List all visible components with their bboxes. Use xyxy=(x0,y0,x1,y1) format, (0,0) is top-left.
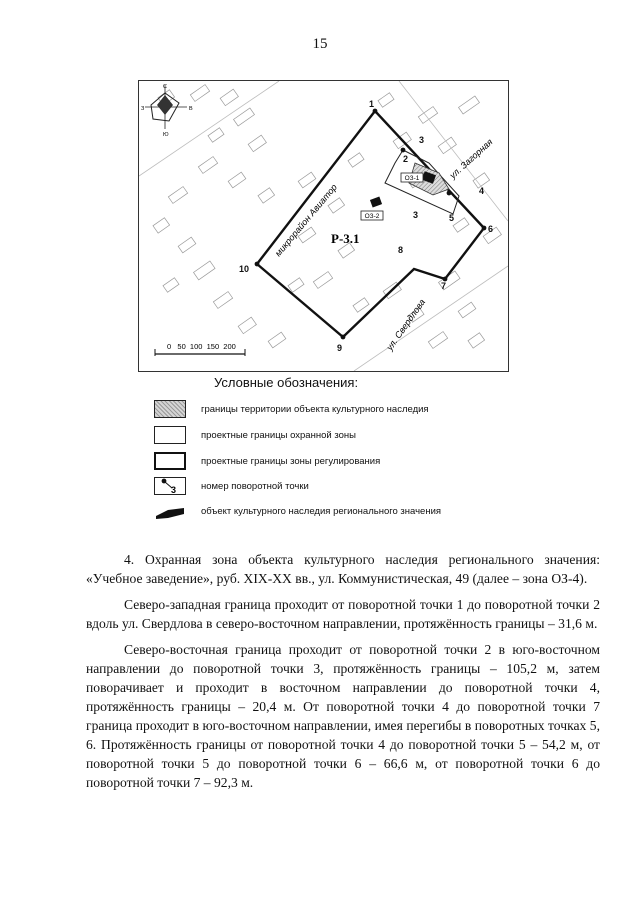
legend-title: Условные обозначения: xyxy=(214,375,359,390)
zone-label: Р-3.1 xyxy=(331,231,360,246)
svg-text:З: З xyxy=(141,106,145,112)
legend-item-regulation-zone xyxy=(154,450,380,472)
street-label-sverdlova: ул. Свердлова xyxy=(384,297,428,353)
svg-text:С: С xyxy=(163,84,167,90)
svg-text:ОЗ-2: ОЗ-2 xyxy=(364,213,380,220)
legend-item-protection-zone xyxy=(154,424,356,446)
body-text xyxy=(86,550,600,799)
legend-symbol-point xyxy=(154,477,186,495)
street-label-aviator: микрорайон Авиатор xyxy=(272,182,340,259)
svg-text:2: 2 xyxy=(403,154,409,164)
svg-text:8: 8 xyxy=(398,245,404,255)
map-svg xyxy=(139,81,508,371)
paragraph-northwest-border: Северо-западная граница проходит от поворотной точки 1 до поворотной точки 2 вдоль ул. Свердлова в северо-восточном направлении, протяжённость границы – 31,6 м. xyxy=(86,597,600,631)
paragraph-zone-oz4: 4. Охранная зона объекта культурного наследия регионального значения: «Учебное заведение», руб. XIX-XX вв., ул. Коммунистическая, 49 (далее – зона ОЗ-4). xyxy=(86,552,600,586)
svg-text:3: 3 xyxy=(413,210,419,220)
svg-text:7: 7 xyxy=(441,281,447,291)
map-figure xyxy=(138,80,509,372)
svg-text:10: 10 xyxy=(239,264,250,274)
paragraph-northeast-border: Северо-восточная граница проходит от поворотной точки 2 в юго-восточном направлении до поворотной точки 3, протяжённость границы – 105,2 м, затем поворачивает и проходит в восточном направлении до поворотной точки 4, протяжённость границы – 20,4 м. От поворотной точки 4 до поворотной точки 7 граница проходит в юго-восточном направлении, имея перегибы в поворотных точках 5, 6. Протяжённость границы от поворотной точки 4 до поворотной точки 5 – 54,2 м, от поворотной точки 5 до поворотной точки 6 – 66,6 м, от поворотной точки 6 до поворотной точки 7 – 92,3 м. xyxy=(86,642,600,790)
svg-text:6: 6 xyxy=(488,224,494,234)
scale-bar xyxy=(155,342,245,356)
svg-text:1: 1 xyxy=(369,99,375,109)
regulation-zone-boundary xyxy=(257,111,484,337)
svg-text:5: 5 xyxy=(449,213,455,223)
svg-text:9: 9 xyxy=(337,343,343,353)
legend-symbol-hatched xyxy=(154,400,186,418)
street-label-zagornaya: ул. Загорная xyxy=(447,136,495,181)
legend-label: проектные границы зоны регулирования xyxy=(201,455,381,467)
page-number: 15 xyxy=(312,36,328,52)
legend-label: границы территории объекта культурного наследия xyxy=(201,403,429,415)
compass-icon xyxy=(141,84,193,138)
svg-text:4: 4 xyxy=(479,186,485,196)
zone-tag-oz2 xyxy=(361,211,383,220)
svg-text:3: 3 xyxy=(171,485,177,495)
legend-symbol-thick-box xyxy=(154,452,186,470)
street-lines xyxy=(139,81,508,371)
legend-label: номер поворотной точки xyxy=(201,480,309,492)
legend-item-heritage-territory xyxy=(154,398,429,420)
legend-label: объект культурного наследия регионального значения xyxy=(201,505,442,517)
svg-text:ОЗ-1: ОЗ-1 xyxy=(404,175,420,182)
legend-label: проектные границы охранной зоны xyxy=(201,429,356,441)
heritage-object-2 xyxy=(370,197,382,208)
legend-symbol-thin-box xyxy=(154,426,186,444)
zone-tag-oz1 xyxy=(401,173,423,182)
legend-item-heritage-object xyxy=(154,500,441,522)
legend-item-point-number xyxy=(154,475,309,497)
legend-symbol-black-block xyxy=(154,502,186,520)
svg-text:3: 3 xyxy=(419,135,425,145)
svg-text:В: В xyxy=(189,106,193,112)
svg-text:0 50 100 150 200: 0 50 100 150 200 xyxy=(167,342,236,351)
svg-text:Ю: Ю xyxy=(163,132,169,138)
